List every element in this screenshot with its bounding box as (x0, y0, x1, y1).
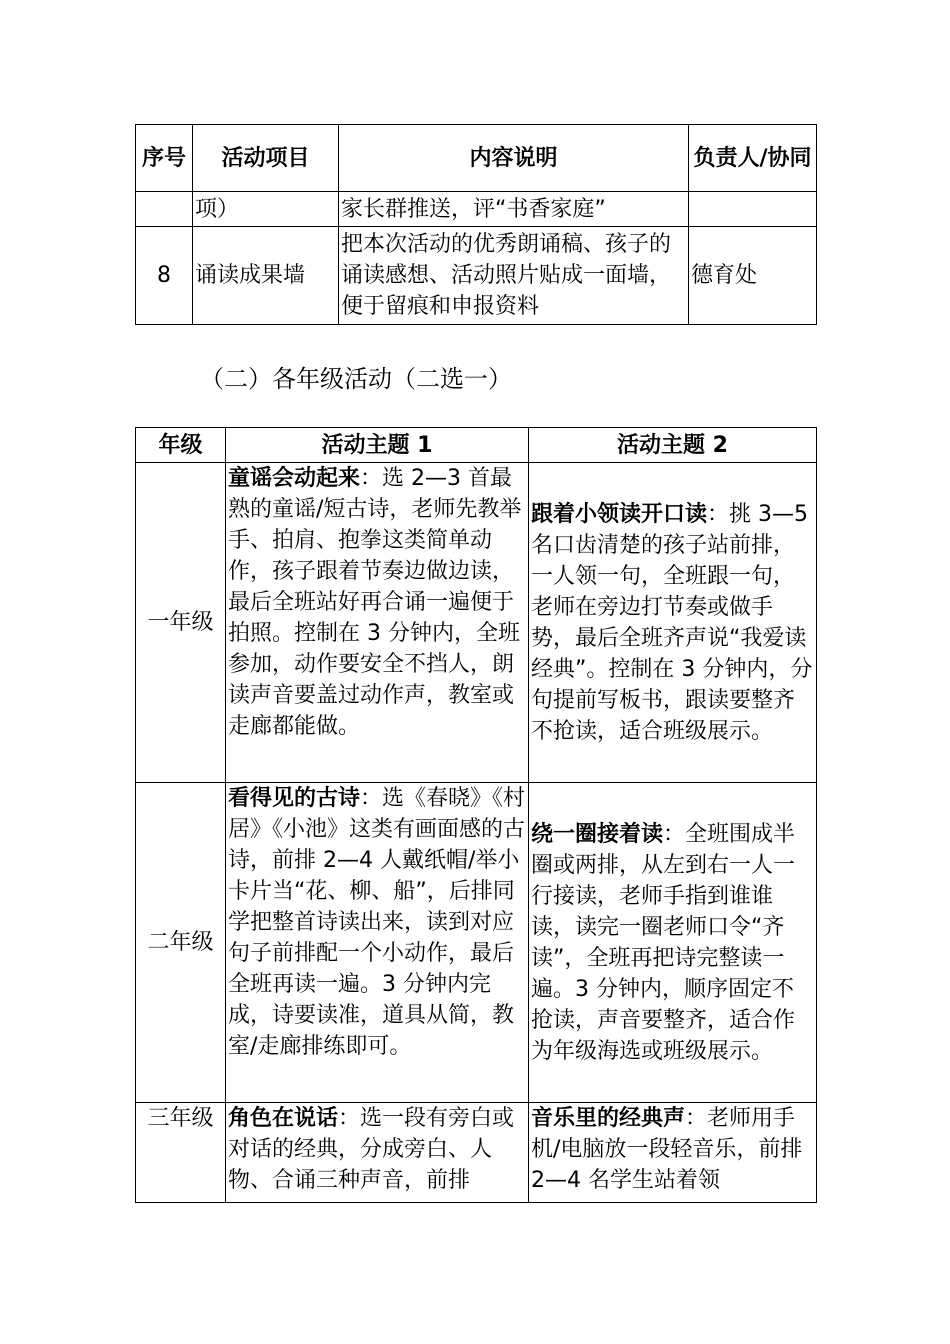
theme-title: 音乐里的经典声 (531, 1106, 686, 1131)
header-grade: 年级 (136, 428, 226, 463)
table-row (136, 227, 817, 325)
cell-theme-2 (529, 463, 817, 783)
activity-table (135, 124, 817, 325)
header-owner: 负责人/协同 (689, 125, 817, 192)
cell-desc: 把本次活动的优秀朗诵稿、孩子的诵读感想、活动照片贴成一面墙，便于留痕和申报资料 (339, 227, 689, 325)
theme-body: ：全班围成半圈或两排，从左到右一人一行接读，老师手指到谁谁读，读完一圈老师口令“齐读”，全班再把诗完整读一遍。3 分钟内，顺序固定不抢读，声音要整齐，适合作为年级海选或班级展示。 (531, 821, 796, 1064)
table-row (136, 463, 817, 783)
cell-grade: 一年级 (136, 463, 226, 783)
header-desc: 内容说明 (339, 125, 689, 192)
cell-item: 项） (193, 192, 339, 227)
theme-body: ：选《春晓》《村居》《小池》这类有画面感的古诗，前排 2—4 人戴纸帽/举小卡片当“花、柳、船”，后排同学把整首诗读出来，读到对应句子前排配一个小动作，最后全班再读一遍。3 分钟内完成，诗要读准，道具从简，教室/走廊排练即可。 (228, 786, 526, 1059)
theme-body: ：选一段有旁白或对话的经典，分成旁白、人物、合诵三种声音，前排 (228, 1106, 515, 1193)
theme-title: 跟着小领读开口读 (531, 501, 708, 527)
cell-no: 8 (136, 227, 193, 325)
cell-theme-1 (226, 1103, 529, 1203)
cell-theme-1 (226, 783, 529, 1103)
theme-title: 角色在说话 (228, 1106, 339, 1131)
table-row (136, 1103, 817, 1203)
cell-grade: 二年级 (136, 783, 226, 1103)
cell-item: 诵读成果墙 (193, 227, 339, 325)
cell-owner: 德育处 (689, 227, 817, 325)
theme-title: 看得见的古诗 (228, 786, 361, 811)
cell-grade: 三年级 (136, 1103, 226, 1203)
header-theme-2: 活动主题 2 (529, 428, 817, 463)
header-item: 活动项目 (193, 125, 339, 192)
theme-title: 童谣会动起来 (228, 466, 361, 491)
table-row (136, 192, 817, 227)
grade-activity-table (135, 427, 817, 1203)
section-heading: （二）各年级活动（二选一） (200, 365, 512, 393)
cell-theme-1 (226, 463, 529, 783)
table-row (136, 783, 817, 1103)
cell-no (136, 192, 193, 227)
cell-theme-2 (529, 783, 817, 1103)
cell-theme-2 (529, 1103, 817, 1203)
table-header-row (136, 428, 817, 463)
header-no: 序号 (136, 125, 193, 192)
theme-body: ：挑 3—5 名口齿清楚的孩子站前排，一人领一句，全班跟一句，老师在旁边打节奏或做手势，最后全班齐声说“我爱读经典”。控制在 3 分钟内，分句提前写板书，跟读要整齐不抢读，适合班级展示。 (531, 501, 813, 744)
theme-body: ：选 2—3 首最熟的童谣/短古诗，老师先教举手、拍肩、抱拳这类简单动作，孩子跟着节奏边做边读，最后全班站好再合诵一遍便于拍照。控制在 3 分钟内，全班参加，动作要安全不挡人，朗读声音要盖过动作声，教室或走廊都能做。 (228, 466, 522, 739)
cell-desc: 家长群推送，评“书香家庭” (339, 192, 689, 227)
table-header-row (136, 125, 817, 192)
theme-body: ：老师用手机/电脑放一段轻音乐，前排 2—4 名学生站着领 (531, 1106, 803, 1193)
cell-owner (689, 192, 817, 227)
theme-title: 绕一圈接着读 (531, 821, 664, 847)
header-theme-1: 活动主题 1 (226, 428, 529, 463)
